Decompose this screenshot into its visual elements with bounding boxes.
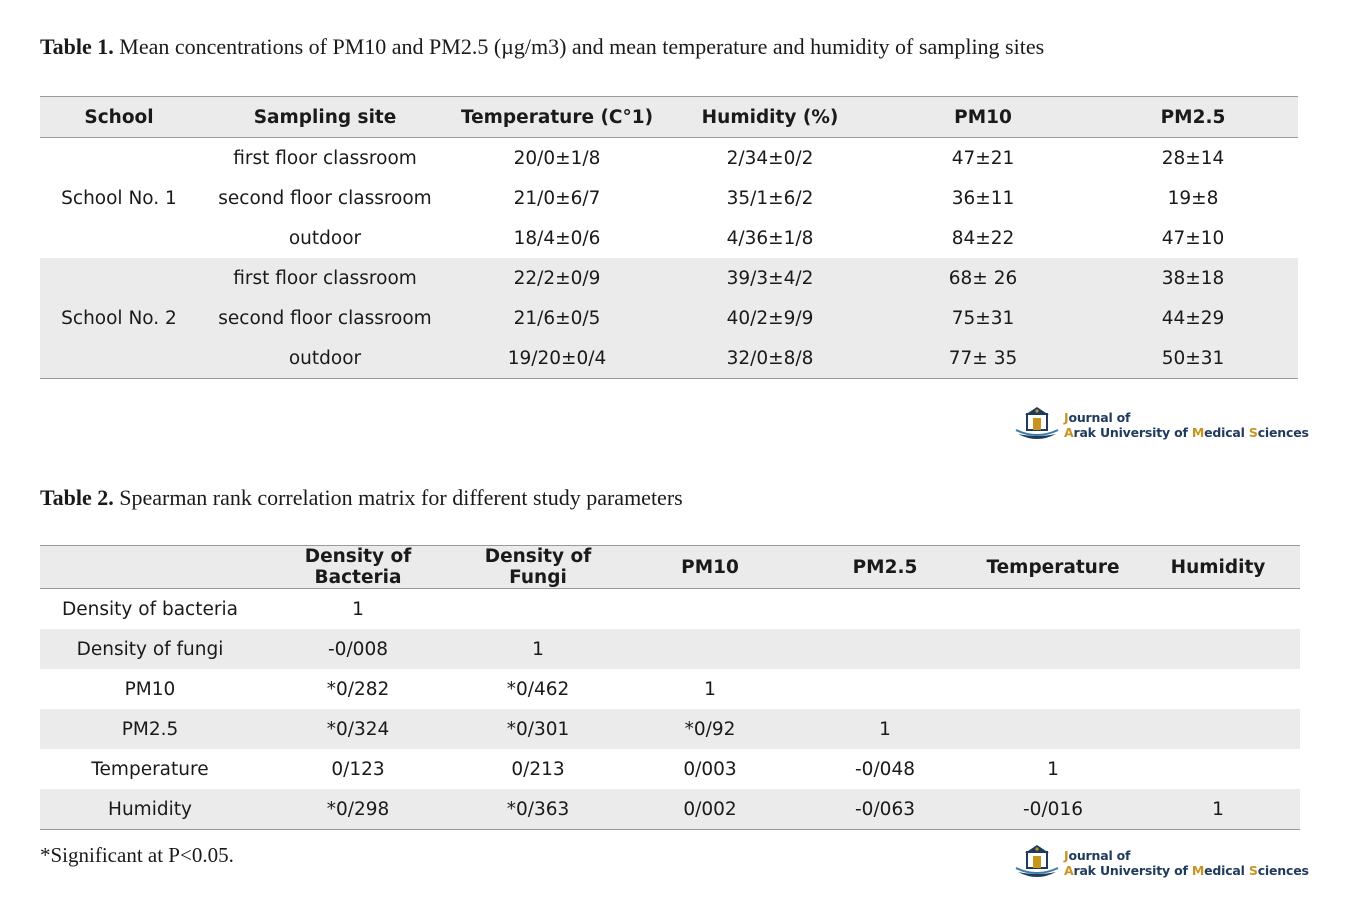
table2-header-pm25: PM2.5 — [800, 546, 970, 589]
matrix-cell: 1 — [456, 629, 620, 669]
table2-caption-label: Table 2. — [40, 485, 114, 510]
pm10-cell: 77± 35 — [878, 338, 1088, 379]
table2-caption-text: Spearman rank correlation matrix for different study parameters — [113, 485, 683, 510]
site-cell: second floor classroom — [218, 187, 432, 209]
table1-header-humidity: Humidity (%) — [662, 97, 878, 138]
logo-initial-j: J — [1064, 848, 1069, 863]
pm25-cell: 19±8 — [1167, 187, 1219, 209]
matrix-cell: *0/462 — [506, 678, 570, 700]
matrix-cell: *0/298 — [260, 789, 456, 830]
site-cell: outdoor — [198, 338, 452, 379]
logo-initial-a: A — [1064, 863, 1074, 878]
school-cell: School No. 2 — [40, 258, 198, 379]
logo-text-m: edical — [1204, 425, 1249, 440]
matrix-cell — [1136, 669, 1300, 709]
logo-initial-a: A — [1064, 425, 1074, 440]
table1-header-pm25: PM2.5 — [1088, 97, 1298, 138]
humidity-cell: 32/0±8/8 — [662, 338, 878, 379]
matrix-cell — [620, 629, 800, 669]
logo-line-2 — [1064, 425, 1309, 440]
table2-header-fungi: Density of Fungi — [456, 546, 620, 589]
journal-emblem-icon — [1012, 404, 1062, 446]
matrix-cell — [970, 669, 1136, 709]
table2-header-humidity: Humidity — [1136, 546, 1300, 589]
matrix-cell — [1136, 749, 1300, 789]
matrix-cell — [800, 669, 970, 709]
journal-logo — [1012, 404, 1309, 446]
table-row — [40, 138, 1298, 179]
matrix-cell: -0/016 — [970, 789, 1136, 830]
logo-text-a: rak University of — [1073, 863, 1192, 878]
table1-header-site: Sampling site — [198, 97, 452, 138]
matrix-cell: 0/002 — [620, 789, 800, 830]
matrix-cell: 1 — [800, 709, 970, 749]
matrix-cell — [1136, 589, 1300, 630]
temperature-cell: 18/4±0/6 — [513, 227, 601, 249]
table1 — [40, 96, 1298, 379]
pm10-cell: 68± 26 — [878, 258, 1088, 298]
site-cell: first floor classroom — [198, 258, 452, 298]
humidity-cell: 2/34±0/2 — [726, 147, 814, 169]
row-label: Temperature — [91, 758, 209, 780]
matrix-cell — [1136, 709, 1300, 749]
table-row — [40, 589, 1300, 630]
matrix-cell: *0/92 — [620, 709, 800, 749]
table-row — [40, 709, 1300, 749]
row-label: Density of fungi — [40, 629, 260, 669]
matrix-cell — [456, 589, 620, 630]
logo-line-1 — [1064, 410, 1130, 425]
table1-caption-label: Table 1. — [40, 34, 114, 59]
matrix-cell — [970, 709, 1136, 749]
site-cell: outdoor — [288, 227, 362, 249]
humidity-cell: 4/36±1/8 — [726, 227, 814, 249]
table2-header-blank — [40, 546, 260, 589]
journal-logo — [1012, 842, 1309, 884]
table2-header-temperature: Temperature — [970, 546, 1136, 589]
matrix-cell: -0/063 — [800, 789, 970, 830]
table1-header-temperature: Temperature (C°1) — [452, 97, 662, 138]
table-row — [40, 749, 1300, 789]
row-label: Humidity — [40, 789, 260, 830]
humidity-cell: 35/1±6/2 — [726, 187, 814, 209]
table2-caption — [40, 485, 683, 511]
matrix-cell: 1 — [704, 678, 716, 700]
matrix-cell — [1136, 629, 1300, 669]
row-label: PM2.5 — [40, 709, 260, 749]
school-cell: School No. 1 — [61, 187, 177, 209]
logo-initial-s: S — [1248, 863, 1258, 878]
matrix-cell: 1 — [1136, 789, 1300, 830]
logo-initial-m: M — [1191, 863, 1205, 878]
table2-header-bacteria: Density of Bacteria — [260, 546, 456, 589]
humidity-cell: 39/3±4/2 — [662, 258, 878, 298]
table-row — [40, 218, 1298, 258]
matrix-cell: 1 — [352, 598, 364, 620]
pm25-cell: 47±10 — [1161, 227, 1225, 249]
humidity-cell: 40/2±9/9 — [662, 298, 878, 338]
matrix-cell: 0/213 — [511, 758, 565, 780]
logo-text-a: rak University of — [1073, 425, 1192, 440]
pm10-cell: 84±22 — [951, 227, 1015, 249]
matrix-cell: *0/301 — [456, 709, 620, 749]
matrix-cell: 0/123 — [331, 758, 385, 780]
logo-text-s: ciences — [1257, 425, 1309, 440]
table-row — [40, 298, 1298, 338]
logo-line-1-text: ournal of — [1068, 410, 1131, 425]
site-cell: second floor classroom — [198, 298, 452, 338]
logo-text-s: ciences — [1257, 863, 1309, 878]
table1-header-school: School — [40, 97, 198, 138]
logo-initial-s: S — [1248, 425, 1258, 440]
pm25-cell: 38±18 — [1088, 258, 1298, 298]
table1-caption — [40, 34, 1044, 60]
table1-header-row — [40, 97, 1298, 138]
pm10-cell: 47±21 — [951, 147, 1015, 169]
pm25-cell: 50±31 — [1088, 338, 1298, 379]
table2 — [40, 545, 1300, 830]
temperature-cell: 20/0±1/8 — [513, 147, 601, 169]
table1-caption-text: Mean concentrations of PM10 and PM2.5 (µg/m3) and mean temperature and humidity of sampling sites — [113, 34, 1045, 59]
matrix-cell — [800, 589, 970, 630]
pm10-cell: 75±31 — [878, 298, 1088, 338]
row-label: Density of bacteria — [62, 598, 238, 620]
temperature-cell: 21/0±6/7 — [513, 187, 601, 209]
table1-header-pm10: PM10 — [878, 97, 1088, 138]
temperature-cell: 22/2±0/9 — [452, 258, 662, 298]
table-row — [40, 629, 1300, 669]
temperature-cell: 19/20±0/4 — [452, 338, 662, 379]
pm25-cell: 44±29 — [1088, 298, 1298, 338]
journal-emblem-icon — [1012, 842, 1062, 884]
matrix-cell: *0/282 — [326, 678, 390, 700]
matrix-cell: -0/008 — [260, 629, 456, 669]
table-row — [40, 178, 1298, 218]
row-label: PM10 — [124, 678, 176, 700]
logo-line-1-text: ournal of — [1068, 848, 1131, 863]
logo-line-2 — [1064, 863, 1309, 878]
temperature-cell: 21/6±0/5 — [452, 298, 662, 338]
matrix-cell: 0/003 — [683, 758, 737, 780]
logo-line-1 — [1064, 848, 1130, 863]
matrix-cell: *0/324 — [260, 709, 456, 749]
table2-header-row — [40, 546, 1300, 589]
site-cell: first floor classroom — [233, 147, 417, 169]
matrix-cell — [800, 629, 970, 669]
matrix-cell: 1 — [1047, 758, 1059, 780]
table-row — [40, 258, 1298, 298]
pm25-cell: 28±14 — [1161, 147, 1225, 169]
footnote: *Significant at P<0.05. — [40, 843, 234, 867]
matrix-cell: -0/048 — [855, 758, 915, 780]
table-row — [40, 669, 1300, 709]
logo-initial-j: J — [1064, 410, 1069, 425]
matrix-cell: *0/363 — [456, 789, 620, 830]
matrix-cell — [970, 589, 1136, 630]
matrix-cell — [620, 589, 800, 630]
table-row — [40, 789, 1300, 830]
logo-text-m: edical — [1204, 863, 1249, 878]
pm10-cell: 36±11 — [951, 187, 1015, 209]
table2-header-pm10: PM10 — [620, 546, 800, 589]
table-row — [40, 338, 1298, 379]
matrix-cell — [970, 629, 1136, 669]
logo-initial-m: M — [1191, 425, 1205, 440]
